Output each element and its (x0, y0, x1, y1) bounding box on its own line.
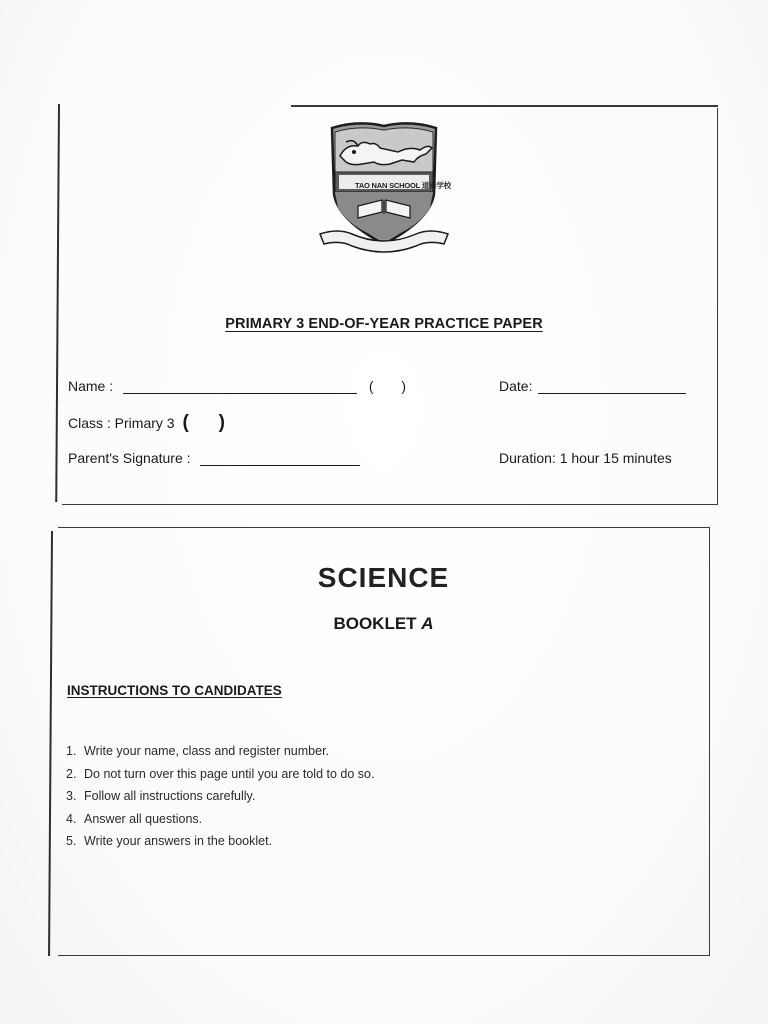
class-label: Class : Primary 3 (68, 415, 175, 431)
date-field (499, 378, 686, 394)
signature-blank[interactable] (200, 450, 360, 466)
class-paren-open: ( (182, 412, 189, 433)
name-field (68, 378, 406, 394)
instruction-item: 4. Answer all questions. (66, 811, 203, 826)
date-label: Date: (499, 378, 533, 394)
duration-text: Duration: 1 hour 15 minutes (499, 450, 672, 466)
name-label: Name : (68, 378, 114, 394)
crest-school-name: TAO NAN SCHOOL 道南学校 (355, 181, 451, 190)
class-field (68, 412, 225, 434)
box-edge (291, 105, 718, 107)
name-blank[interactable] (123, 378, 357, 394)
instruction-item: 2. Do not turn over this page until you are told to do so. (66, 766, 375, 781)
booklet-letter: A (421, 614, 434, 633)
booklet-label (58, 614, 709, 634)
cover-header-box (62, 108, 718, 505)
instruction-item: 1. Write your name, class and register number. (66, 744, 330, 758)
register-paren-close: ) (401, 378, 407, 394)
instruction-item: 3. Follow all instructions carefully. (66, 789, 256, 803)
date-blank[interactable] (538, 378, 686, 394)
instructions-list (66, 740, 374, 853)
register-paren-open: ( (368, 378, 374, 394)
cover-instructions-box (58, 527, 710, 956)
class-paren-close: ) (218, 412, 225, 433)
subject-title: SCIENCE (317, 562, 450, 593)
booklet-word: BOOKLET (333, 614, 417, 633)
instruction-item: 5. Write your answers in the booklet. (66, 834, 273, 848)
paper-title: PRIMARY 3 END-OF-YEAR PRACTICE PAPER (225, 316, 543, 332)
signature-field (68, 450, 360, 466)
signature-label: Parent's Signature : (68, 450, 191, 466)
instructions-heading: INSTRUCTIONS TO CANDIDATES (67, 683, 282, 698)
